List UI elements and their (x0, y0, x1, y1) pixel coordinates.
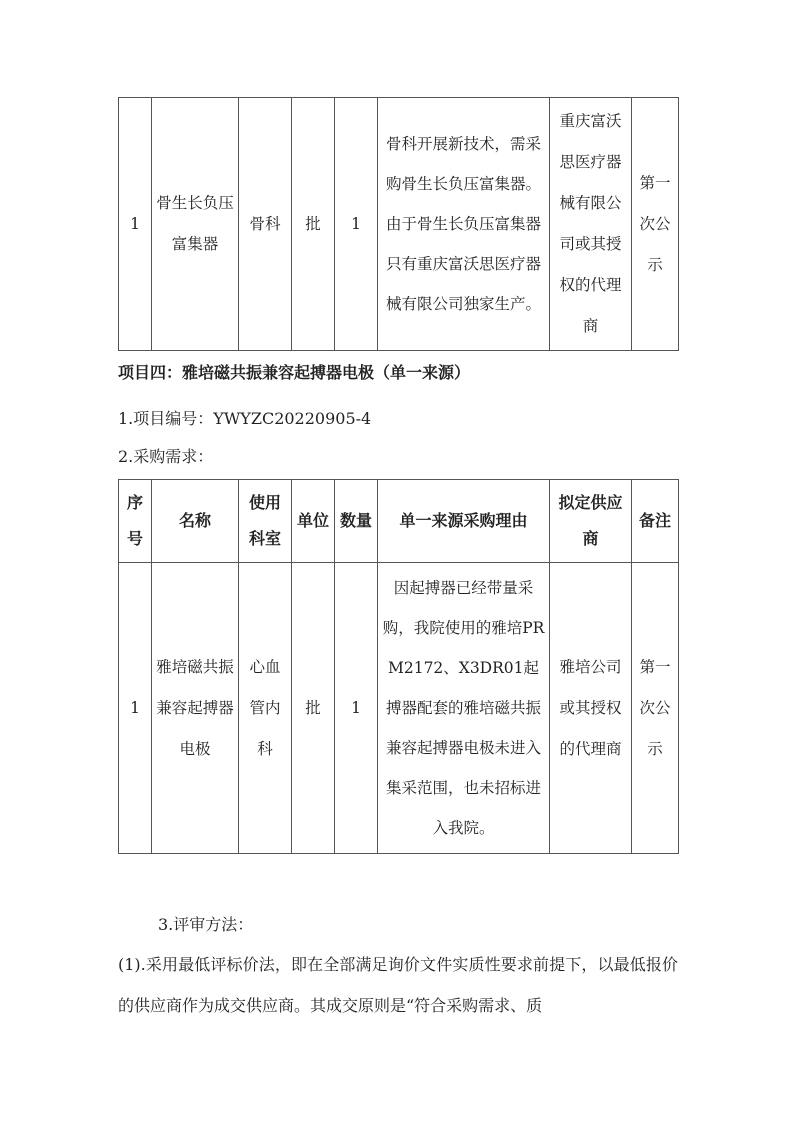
cell-unit: 批 (292, 98, 335, 351)
header-dept: 使用科室 (239, 480, 292, 563)
section-title: 项目四：雅培磁共振兼容起搏器电极（单一来源） (118, 363, 471, 382)
header-reason: 单一来源采购理由 (378, 480, 550, 563)
table-header-row (119, 480, 679, 563)
cell-dept: 骨科 (239, 98, 292, 351)
review-method-text: (1).采用最低评标价法，即在全部满足询价文件实质性要求前提下，以最低报价的供应商作为成交供应商。其成交原则是“符合采购需求、质 (118, 955, 678, 1015)
header-no: 序号 (119, 480, 152, 563)
cell-reason: 骨科开展新技术，需采购骨生长负压富集器。由于骨生长负压富集器只有重庆富沃思医疗器械有限公司独家生产。 (378, 98, 550, 351)
cell-qty: 1 (335, 98, 378, 351)
cell-supplier: 雅培公司或其授权的代理商 (550, 563, 632, 854)
cell-supplier: 重庆富沃思医疗器械有限公司或其授权的代理商 (550, 98, 632, 351)
header-remark: 备注 (632, 480, 679, 563)
procurement-table-project3 (118, 97, 679, 351)
project-number: 1.项目编号：YWYZC20220905-4 (118, 409, 372, 428)
cell-qty: 1 (335, 563, 378, 854)
header-name: 名称 (152, 480, 239, 563)
cell-remark: 第一次公示 (632, 563, 679, 854)
cell-reason: 因起搏器已经带量采购，我院使用的雅培PRM2172、X3DR01起搏器配套的雅培磁共振兼容起搏器电极未进入集采范围，也未招标进入我院。 (378, 563, 550, 854)
cell-no: 1 (119, 563, 152, 854)
table-row (119, 98, 679, 351)
procurement-table-project4 (118, 479, 679, 854)
cell-name: 骨生长负压富集器 (152, 98, 239, 351)
cell-remark: 第一次公示 (632, 98, 679, 351)
demand-label: 2.采购需求： (118, 447, 214, 466)
header-qty: 数量 (335, 480, 378, 563)
cell-no: 1 (119, 98, 152, 351)
table-row (119, 563, 679, 854)
header-unit: 单位 (292, 480, 335, 563)
cell-name: 雅培磁共振兼容起搏器电极 (152, 563, 239, 854)
cell-dept: 心血管内科 (239, 563, 292, 854)
review-method-title: 3.评审方法： (158, 915, 254, 934)
cell-unit: 批 (292, 563, 335, 854)
header-supplier: 拟定供应商 (550, 480, 632, 563)
